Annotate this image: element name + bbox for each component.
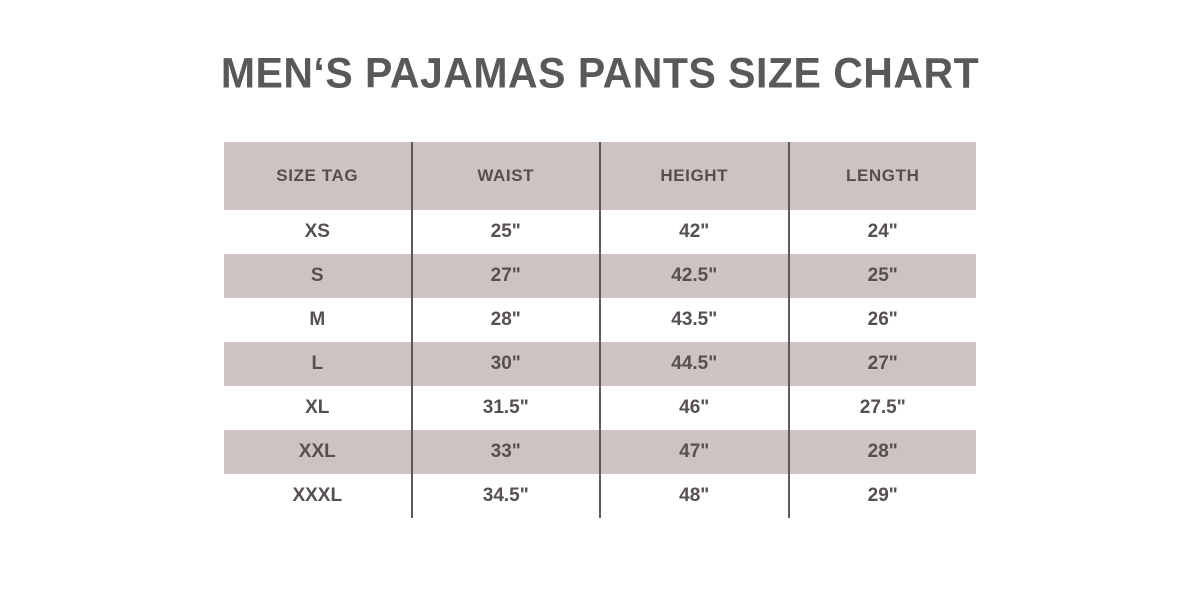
table-row-xs xyxy=(224,210,976,254)
table-row-s xyxy=(224,254,976,298)
size-tag-cell: M xyxy=(224,298,413,342)
table-row-m xyxy=(224,298,976,342)
table-header-row xyxy=(224,142,976,210)
length-cell: 28" xyxy=(867,441,898,462)
waist-cell: 33" xyxy=(413,430,602,474)
height-cell: 42.5" xyxy=(601,254,790,298)
waist-cell: 25" xyxy=(413,210,602,254)
column-header-height: HEIGHT xyxy=(601,142,790,210)
height-cell: 42" xyxy=(601,210,790,254)
waist-cell: 27" xyxy=(413,254,602,298)
length-cell: 27" xyxy=(867,353,898,374)
size-tag-cell: XXL xyxy=(224,430,413,474)
height-cell: 44.5" xyxy=(601,342,790,386)
height-cell: 43.5" xyxy=(601,298,790,342)
table-row-xl xyxy=(224,386,976,430)
height-cell: 48" xyxy=(601,474,790,518)
length-cell: 29" xyxy=(867,485,898,506)
waist-cell: 31.5" xyxy=(413,386,602,430)
waist-cell: 30" xyxy=(413,342,602,386)
page-title: MEN‘S PAJAMAS PANTS SIZE CHART xyxy=(220,49,980,97)
length-cell: 27.5" xyxy=(859,397,906,418)
size-tag-cell: L xyxy=(224,342,413,386)
column-header-size-tag: SIZE TAG xyxy=(224,142,413,210)
length-cell: 25" xyxy=(867,265,898,286)
waist-cell: 28" xyxy=(413,298,602,342)
table-row-xxl xyxy=(224,430,976,474)
table-row-xxxl xyxy=(224,474,976,518)
height-cell: 47" xyxy=(601,430,790,474)
column-header-length: LENGTH xyxy=(846,166,920,185)
column-header-waist: WAIST xyxy=(413,142,602,210)
size-tag-cell: XL xyxy=(224,386,413,430)
height-cell: 46" xyxy=(601,386,790,430)
table-row-l xyxy=(224,342,976,386)
size-tag-cell: XS xyxy=(224,210,413,254)
waist-cell: 34.5" xyxy=(413,474,602,518)
length-cell: 24" xyxy=(867,221,898,242)
size-chart-table xyxy=(224,142,976,518)
size-tag-cell: S xyxy=(224,254,413,298)
length-cell: 26" xyxy=(867,309,898,330)
size-tag-cell: XXXL xyxy=(224,474,413,518)
